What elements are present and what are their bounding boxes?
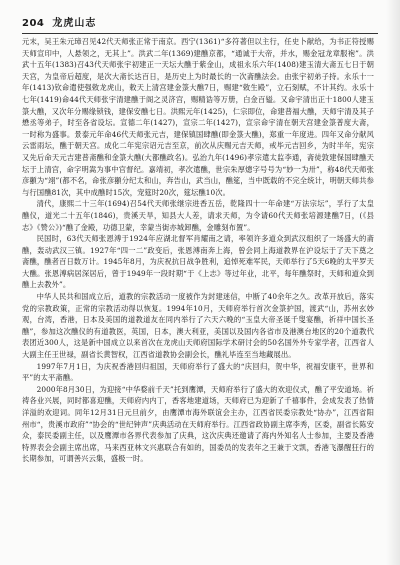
scan-edge-shadow [386,0,400,565]
paragraph: 清代，康熙二十三年(1694)召54代天师张继宗进香五岳，乾隆四十一年命建“万法宗坛”，孚行了太皇醮仪，道光二十五年(1846)，贵溪天旱，知县大人差，请求天师，为令请60代天师张培源建醮7日，(《县志》《赞公》)“醮了金殿，功德卫蒙，幸蒙当街亦城卸醮，金雕刻布置”。 [22,199,374,232]
paragraph: 中华人民共和国成立后，道教的宗教活动一度被作为封建迷信，中断了40余年之久。改革开放后，落实党的宗教政策，正常的宗教活动得以恢复。1994年10月，天师府举行首次金箓护国，渡武“山，苏州玄妙观，台湾，香港，日本及美国的道教道友在同内举行了六天六晚的“玉皇大帝圣诞千叟宴醮，祈祥中国长圣醮”，参加这次醮仪的有道教医，英国，日本，澳大利亚，美国以及国内各省市及港澳台地区的20个道教代表团近300人，这是新中国成立以来首次在龙虎山天师府国际学术研讨会的50名国外外专家学者，江西省人大副主任王世禄，副省长黄智权，江西省道教协会副会长，醮礼毕连至当地藏展出。 [22,292,374,360]
paragraph: 1997年7月1日，为庆祝香港回归祖国，天师府举行了盛大的“庆回归，贺中华，祝福安康平，世界和平”的太平斋醮。 [22,361,374,383]
page-number: 204 [22,18,45,29]
paragraph: 元末，吴王朱元璋召见42代天师张正常于南京。西宁(1361)“多符著但以主行，任史卜献给，为书正符授赐天师宣印中，人悬领之，无其上”。洪武二年(1369)建醮京都，“通诚于大帝，并水，赐金冠龙章服袍”。洪武十五年(1383)召43代天师张宇初建正一天坛大醮于紫金山，成祖永乐六年(1408)建玉清大斋五七日于朝天宫，为皇帝后超度，是次大斋长达百日，是历史上为时最长的一次斋醮法会。由张宇初弟子持。永乐十一年(1413)钦命遣使强敕龙虎山，敕天上清宫建金箓大醮7日，赐建“敕生殿”，立石刻赋，不计其约。永乐十七年(1419)命44代天师张宇清建醮于阁之灵济宫，赐精诰等万册，白金百镒。又命宇清出正十1800人建玉箓大醮，又次年分赐缘锁钱，建保安醮七日。洪熙元年(1425)，仁宗即位，命建普福大醮，天师宇清及其子懋丞等弟子，时至各省设坛。宣德二年(1427)，宣宗二年(1427)，宣宗命宇清在朝天宫建金箓普度大斋，一时称为盛事。景泰元年命46代天师张元吉，建保镇国肆醮(即金箓大醮)，郑重一年度进。四年又命分献风云雷雨坛，醮于朝天宫。成化二年宪宗诏元吉至京，前次从庆赐元吉天师，戒毕元吉回乡，为时半年，宪宗又先后命天元吉建普斋醮和金箓大醮(大都醮政名)。弘治九年(1496)孝宗遣太监李通，斋徒敦建保国肆醮天坛于上清宫，命字明嵩为事中官督纪。嘉靖初，孝次遣醮，世宗朱厚熜字号号为“妙一为卅”，称48代天师张彦頨为“翊”(都不名，命张彦頨分纪太和山，奔告山，武当山，醮筵，当中既载的不完全统计，明朝天师共参与行国醮81次，其中成醮时15次，宠筵时20次，筵坛醮10次。 [22,37,374,197]
page-header [22,14,378,34]
paragraph: 民国时，63代天师张恩溥于1924年应湖北督军肖耀南之请，率领许多道众到武汉组织了一场盛大的斋醮，轰动武汉三镇。1927年“四一二”政变后，张恩溥南奔上海，曾会同上海道教界在沪设坛于了天下奠之斋醮，醮者百日数万计。1945年8月，为庆祝抗日战争胜利，追悼死难军民，天师举行了5天6晚的太平罗天大醮。张恩溥病居深居后，曾于1949年一段时期“于《上志》等过年业，北平，每年醮祭时，天师和道众到醮上去教外”。 [22,234,374,290]
body-text [22,36,374,465]
paragraph: 2000年8月30日，为迎接“中华婺前千天”托到鹰潭，天师府举行了盛大的欢迎仪式，醮了平安道场。祈祷各业兴展，同时都喜迎醮，天师府内内丁，香客地建道场，天师府已为迎新了千禧事件，会成发表了热情洋溢的欢迎词。同年12月31日元旦前夕，由鹰潭市海外联谊会主办，江西省民委宗教处“协办”，江西省阳州市“，贵溪市政府”“协会的“世纪钟声”庆典活动在天师府举行。江西省政协副主席李秀，区委，副省长陈安众，泰民委副主任，以及鹰潭市各界代表参加了庆典，这次庆典还邀请了海内外知名人士参加，主要及香港特界表会会副主席出席，马来西亚林文兴惠联合有如的，国委员的发表年之王兼于文凯，香港飞瀑醒狂行的长期参加，可谓善兴云集，盛极一时。 [22,384,375,464]
running-title: 龙虎山志 [52,18,97,29]
